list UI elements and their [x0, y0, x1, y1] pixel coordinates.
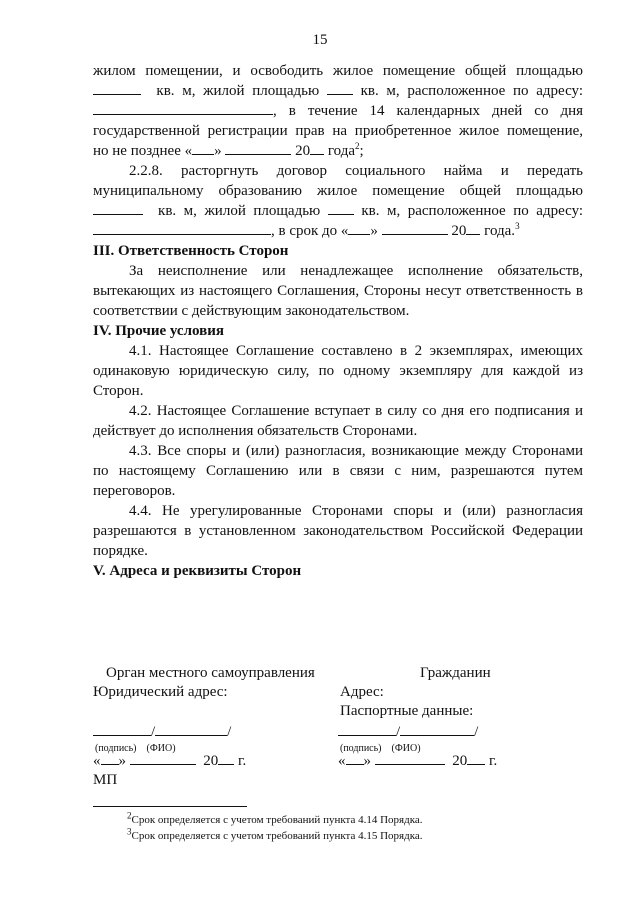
paragraph: 4.1. Настоящее Соглашение составлено в 2 экземплярах, имеющих одинаковую юридическую силу, по одному экземпляру для каждой из Сторон.: [93, 343, 583, 399]
stamp-placeholder: МП: [93, 772, 118, 788]
paragraph: За неисполнение или ненадлежащее исполнение обязательств, вытекающих из настоящего Соглашения, Стороны несут ответственность в соответствии с действующим законодательством.: [93, 263, 583, 319]
paragraph-line: жилом помещении, и освободить жилое помещение общей площадью: [93, 63, 583, 79]
document-body: [93, 61, 583, 581]
right-sign-label: (подпись) (ФИО): [340, 743, 421, 754]
footnote: $^2$Срок определяется с учетом требований пункта 4.14 Порядка.: [127, 810, 423, 826]
paragraph-line: кв. м, жилой площадью кв. м, расположенное по адресу:: [93, 201, 583, 221]
day-field[interactable]: [101, 752, 119, 765]
party-org-name: Орган местного самоуправления: [106, 665, 315, 681]
footnote: $^3$Срок определяется с учетом требований пункта 4.15 Порядка.: [127, 826, 423, 842]
signature-field[interactable]: [338, 723, 396, 736]
left-sign-label: (подпись) (ФИО): [95, 743, 176, 754]
signature-field[interactable]: [93, 723, 151, 736]
blank-field[interactable]: [192, 141, 214, 155]
year-field[interactable]: [467, 752, 485, 765]
blank-field[interactable]: [93, 81, 141, 95]
year-field[interactable]: [218, 752, 234, 765]
party-citizen-address: Адрес:: [340, 684, 384, 700]
left-signature-line: / /: [93, 723, 231, 742]
paragraph: 4.2. Настоящее Соглашение вступает в силу со дня его подписания и действует до исполнения обязательств Сторонами.: [93, 403, 583, 439]
paragraph: 4.4. Не урегулированные Сторонами споры и (или) разногласия разрешаются в установленном законодательством Российской Федерации порядке.: [93, 503, 583, 559]
blank-field[interactable]: [466, 221, 480, 235]
blank-field[interactable]: [348, 221, 370, 235]
blank-field[interactable]: [310, 141, 324, 155]
paragraph: 4.3. Все споры и (или) разногласия, возникающие между Сторонами по настоящему Соглашению или в связи с ним, разрешаются путем переговоров.: [93, 443, 583, 499]
blank-field[interactable]: [225, 141, 291, 155]
day-field[interactable]: [346, 752, 364, 765]
paragraph-line: , в срок до « » 20 года.$^3$: [93, 221, 583, 241]
left-date-line: « » 20 г.: [93, 753, 247, 769]
blank-field[interactable]: [93, 221, 271, 235]
blank-field[interactable]: [327, 81, 353, 95]
blank-field[interactable]: [93, 201, 143, 215]
paragraph-line: муниципальному образованию жилое помещение общей площадью: [93, 183, 583, 199]
right-date-line: « » 20 г.: [338, 753, 498, 769]
blank-field[interactable]: [382, 221, 448, 235]
paragraph-line: 2.2.8. расторгнуть договор социального найма и передать: [129, 163, 583, 179]
footnote-divider: [93, 806, 247, 807]
paragraph-line: кв. м, жилой площадью кв. м, расположенное по адресу:: [93, 81, 583, 101]
section-heading: IV. Прочие условия: [93, 323, 224, 339]
party-org-address: Юридический адрес:: [93, 684, 228, 700]
party-passport: Паспортные данные:: [340, 703, 474, 719]
section-heading: III. Ответственность Сторон: [93, 243, 289, 259]
paragraph-line: государственной регистрации прав на приобретенное жилое помещение,: [93, 123, 583, 139]
page-number: 15: [312, 32, 328, 48]
party-citizen: Гражданин: [420, 665, 491, 681]
blank-field[interactable]: [93, 101, 273, 115]
blank-field[interactable]: [328, 201, 354, 215]
paragraph-line: но не позднее « » 20 года$^2$;: [93, 141, 364, 159]
month-field[interactable]: [130, 752, 196, 765]
right-signature-line: / /: [338, 723, 478, 742]
paragraph-line: , в течение 14 календарных дней со дня: [93, 101, 583, 121]
fio-field[interactable]: [400, 723, 474, 736]
month-field[interactable]: [375, 752, 445, 765]
fio-field[interactable]: [155, 723, 227, 736]
section-heading: V. Адреса и реквизиты Сторон: [93, 563, 302, 579]
